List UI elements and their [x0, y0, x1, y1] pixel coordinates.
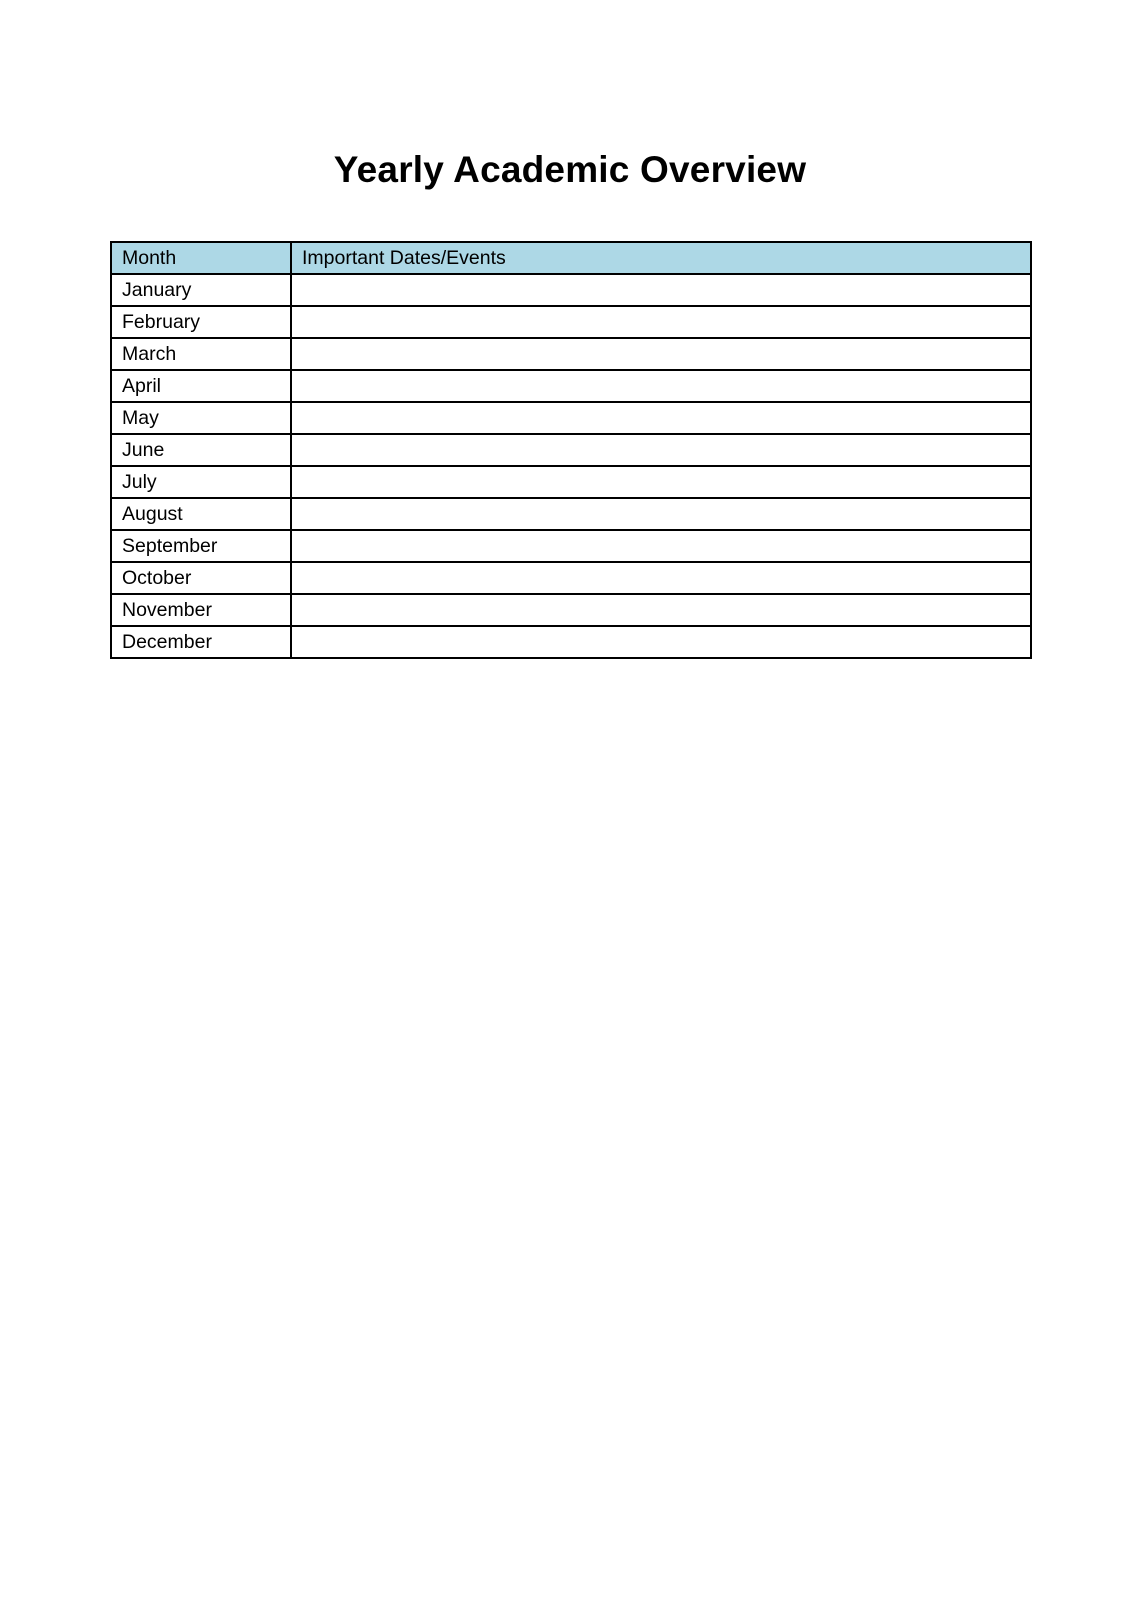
column-header-month: Month — [111, 242, 291, 274]
events-cell[interactable] — [291, 466, 1031, 498]
events-cell[interactable] — [291, 338, 1031, 370]
table-row — [111, 594, 1031, 626]
month-cell: February — [111, 306, 291, 338]
table-body — [111, 274, 1031, 658]
events-cell[interactable] — [291, 274, 1031, 306]
month-cell: October — [111, 562, 291, 594]
month-cell: July — [111, 466, 291, 498]
table-row — [111, 370, 1031, 402]
month-cell: August — [111, 498, 291, 530]
events-cell[interactable] — [291, 402, 1031, 434]
month-cell: May — [111, 402, 291, 434]
table-row — [111, 626, 1031, 658]
header-row — [111, 242, 1031, 274]
column-header-events: Important Dates/Events — [291, 242, 1031, 274]
month-cell: January — [111, 274, 291, 306]
events-cell[interactable] — [291, 594, 1031, 626]
table-header — [111, 242, 1031, 274]
table-row — [111, 402, 1031, 434]
events-cell[interactable] — [291, 562, 1031, 594]
page-title: Yearly Academic Overview — [333, 149, 807, 190]
month-cell: September — [111, 530, 291, 562]
events-cell[interactable] — [291, 306, 1031, 338]
month-cell: December — [111, 626, 291, 658]
table-row — [111, 530, 1031, 562]
month-cell: April — [111, 370, 291, 402]
table-row — [111, 562, 1031, 594]
academic-overview-table — [110, 241, 1032, 659]
table-row — [111, 274, 1031, 306]
month-cell: November — [111, 594, 291, 626]
table-row — [111, 338, 1031, 370]
table-row — [111, 498, 1031, 530]
table-row — [111, 434, 1031, 466]
events-cell[interactable] — [291, 434, 1031, 466]
events-cell[interactable] — [291, 530, 1031, 562]
events-cell[interactable] — [291, 370, 1031, 402]
table-row — [111, 306, 1031, 338]
table-row — [111, 466, 1031, 498]
month-cell: March — [111, 338, 291, 370]
events-cell[interactable] — [291, 498, 1031, 530]
month-cell: June — [111, 434, 291, 466]
events-cell[interactable] — [291, 626, 1031, 658]
